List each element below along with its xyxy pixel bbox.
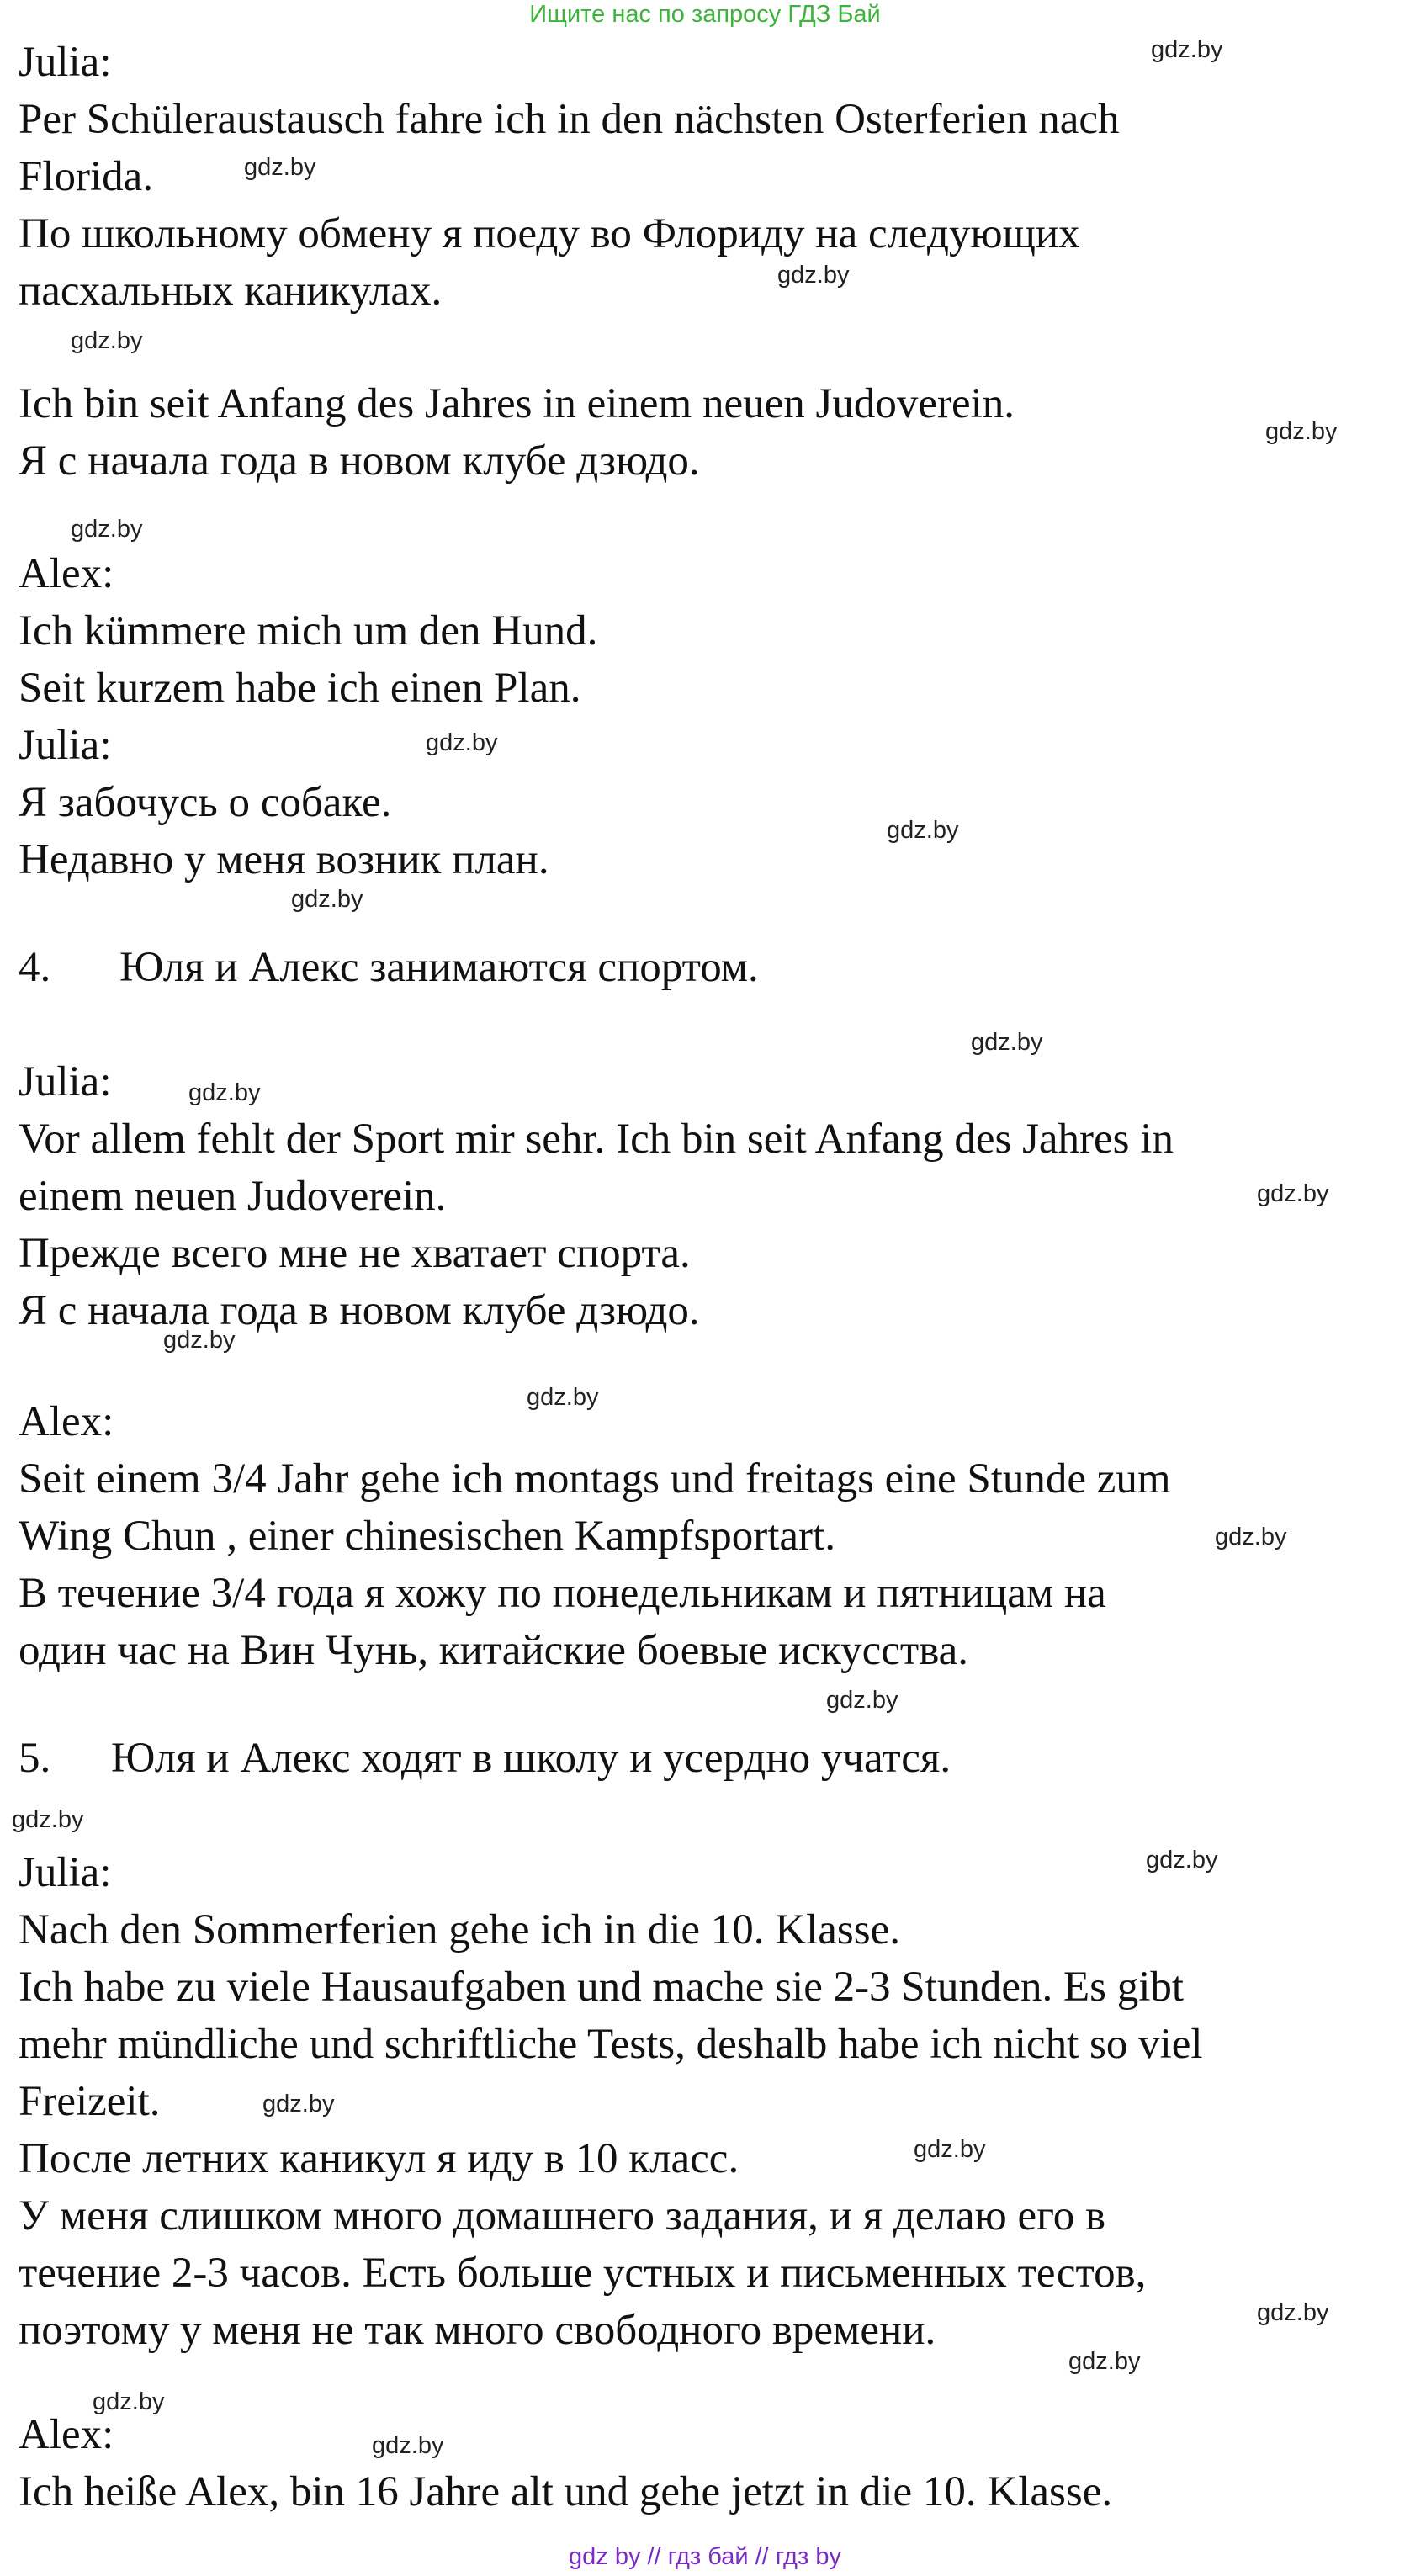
- section-title: Юля и Алекс ходят в школу и усердно учатся.: [111, 1735, 951, 1782]
- german-line: Ich heiße Alex, bin 16 Jahre alt und gehe jetzt in die 10. Klasse.: [19, 2468, 1113, 2515]
- speaker-label: Julia:: [19, 39, 112, 86]
- german-line: Ich bin seit Anfang des Jahres in einem neuen Judoverein.: [19, 380, 1015, 427]
- russian-line: пасхальных каникулах.: [19, 268, 443, 315]
- watermark: gdz.by: [291, 886, 363, 913]
- watermark: gdz.by: [188, 1079, 261, 1106]
- watermark: gdz.by: [262, 2091, 335, 2118]
- section-heading: [19, 1733, 951, 1784]
- watermark: gdz.by: [1257, 1180, 1329, 1207]
- watermark: gdz.by: [777, 262, 850, 289]
- watermark: gdz.by: [71, 327, 143, 354]
- russian-line: Прежде всего мне не хватает спорта.: [19, 1230, 691, 1277]
- watermark: gdz.by: [1265, 418, 1338, 445]
- russian-line: По школьному обмену я поеду во Флориду на следующих: [19, 210, 1080, 257]
- footer-links: gdz by // гдз бай // гдз by: [569, 2543, 841, 2570]
- watermark: gdz.by: [372, 2432, 444, 2459]
- header-search-hint: Ищите нас по запросу ГДЗ Бай: [529, 1, 881, 28]
- watermark: gdz.by: [887, 817, 959, 844]
- speaker-label: Julia:: [19, 722, 112, 769]
- section-number: 4.: [19, 944, 51, 991]
- german-line: Seit kurzem habe ich einen Plan.: [19, 665, 581, 712]
- german-line: Vor allem fehlt der Sport mir sehr. Ich bin seit Anfang des Jahres in: [19, 1116, 1174, 1163]
- german-line: Ich habe zu viele Hausaufgaben und mache sie 2-3 Stunden. Es gibt: [19, 1964, 1185, 2011]
- speaker-label: Julia:: [19, 1849, 112, 1896]
- watermark: gdz.by: [163, 1327, 236, 1354]
- watermark: gdz.by: [244, 154, 316, 181]
- watermark: gdz.by: [93, 2388, 165, 2415]
- speaker-label: Alex:: [19, 2411, 114, 2458]
- russian-line: поэтому у меня не так много свободного времени.: [19, 2307, 936, 2354]
- german-line: einem neuen Judoverein.: [19, 1173, 447, 1220]
- watermark: gdz.by: [1146, 1847, 1218, 1874]
- watermark: gdz.by: [826, 1687, 898, 1714]
- german-line: Nach den Sommerferien gehe ich in die 10. Klasse.: [19, 1906, 900, 1953]
- watermark: gdz.by: [527, 1384, 599, 1411]
- section-title: Юля и Алекс занимаются спортом.: [119, 944, 759, 991]
- russian-line: После летних каникул я иду в 10 класс.: [19, 2135, 739, 2182]
- speaker-label: Alex:: [19, 1398, 114, 1445]
- russian-line: Я забочусь о собаке.: [19, 779, 392, 826]
- watermark: gdz.by: [1215, 1524, 1287, 1550]
- watermark: gdz.by: [914, 2136, 986, 2163]
- section-heading: [19, 942, 759, 993]
- russian-line: течение 2-3 часов. Есть больше устных и письменных тестов,: [19, 2250, 1147, 2297]
- watermark: gdz.by: [12, 1806, 84, 1833]
- watermark: gdz.by: [71, 516, 143, 543]
- watermark: gdz.by: [1257, 2299, 1329, 2326]
- watermark: gdz.by: [1151, 36, 1223, 63]
- russian-line: Я с начала года в новом клубе дзюдо.: [19, 1287, 700, 1334]
- german-line: Per Schüleraustausch fahre ich in den nächsten Osterferien nach: [19, 96, 1120, 143]
- speaker-label: Julia:: [19, 1058, 112, 1105]
- german-line: Ich kümmere mich um den Hund.: [19, 607, 598, 655]
- section-number: 5.: [19, 1735, 51, 1782]
- russian-line: В течение 3/4 года я хожу по понедельникам и пятницам на: [19, 1570, 1106, 1617]
- speaker-label: Alex:: [19, 550, 114, 597]
- russian-line: Недавно у меня возник план.: [19, 836, 549, 883]
- watermark: gdz.by: [971, 1029, 1043, 1056]
- german-line: Wing Chun , einer chinesischen Kampfsportart.: [19, 1513, 835, 1560]
- watermark: gdz.by: [426, 729, 498, 756]
- watermark: gdz.by: [1068, 2348, 1141, 2375]
- german-line: Freizeit.: [19, 2078, 161, 2125]
- russian-line: У меня слишком много домашнего задания, и я делаю его в: [19, 2192, 1106, 2239]
- german-line: Florida.: [19, 153, 154, 200]
- russian-line: один час на Вин Чунь, китайские боевые искусства.: [19, 1627, 968, 1674]
- german-line: Seit einem 3/4 Jahr gehe ich montags und freitags eine Stunde zum: [19, 1455, 1171, 1503]
- german-line: mehr mündliche und schriftliche Tests, deshalb habe ich nicht so viel: [19, 2021, 1203, 2068]
- russian-line: Я с начала года в новом клубе дзюдо.: [19, 437, 700, 485]
